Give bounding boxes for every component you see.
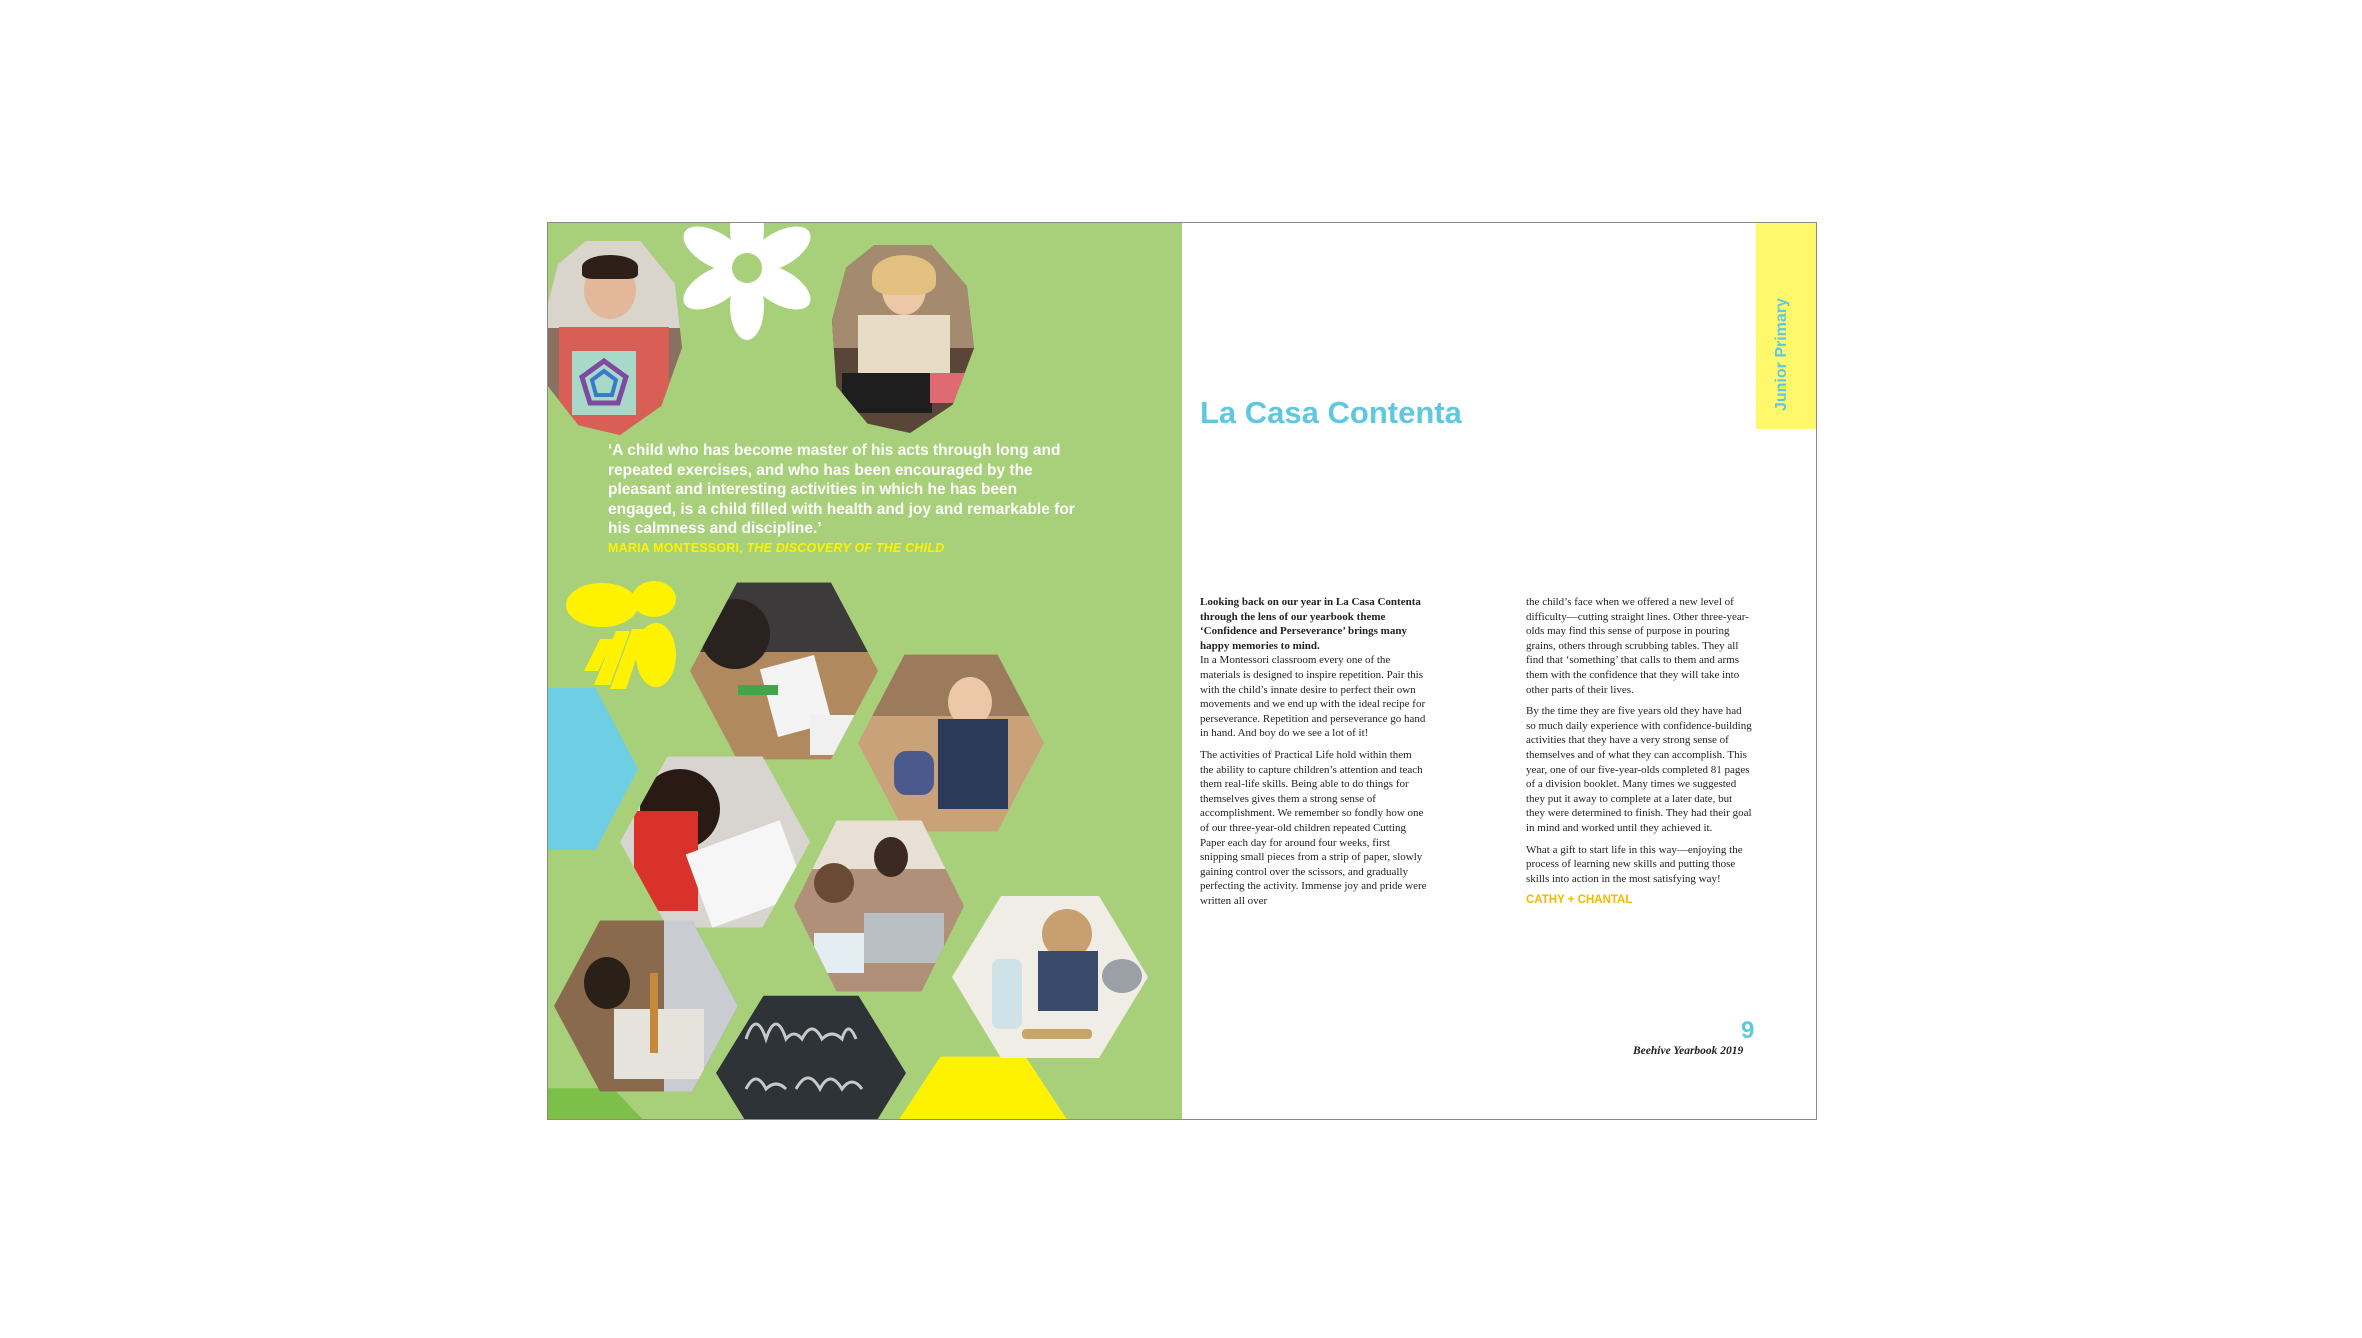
photo-children-washing <box>794 813 964 999</box>
photo-child-at-abacus <box>554 913 738 1099</box>
article-paragraph: The activities of Practical Life hold within them the ability to capture children’s attention and teach them real-life skills. Being able to do things for themselves gives them a strong sense of accomplishment. We remember so fondly how one of our three-year-old children repeated Cutting Paper each day for around four weeks, first snipping small pieces from a strip of paper, slowly gaining control over the scissors, and gradually perfecting the activity. Immense joy and pride were written all over <box>1200 748 1427 907</box>
article-paragraph: the child’s face when we offered a new level of difficulty—cutting straight lines. Other three-year-olds may find this sense of purpose in pouring grains, others through scrubbing tables. They all find that ‘something’ that calls to them and arms them with the confidence that they will take into other parts of their lives. <box>1526 596 1749 696</box>
quote-author: MARIA MONTESSORI, <box>608 541 747 555</box>
article-column-1 <box>1200 595 1427 915</box>
photo-child-cutting-paper <box>690 575 878 767</box>
section-tab-label: Junior Primary <box>1773 298 1790 411</box>
page-number: 9 <box>1741 1017 1755 1044</box>
photo-girl-with-chalkboard <box>832 245 974 433</box>
page-footer: Beehive Yearbook 2019 <box>1633 1045 1744 1057</box>
left-page <box>548 223 1182 1119</box>
yellow-hexagon-decoration <box>898 1051 1068 1119</box>
article-paragraph: What a gift to start life in this way—enjoying the process of learning new skills and putting those skills into action in the most satisfying way! <box>1526 843 1743 885</box>
article-paragraph: In a Montessori classroom every one of the materials is designed to inspire repetition. Pair this with the child’s innate desire to perfect their own movements and we end up with the ideal recipe for perseverance. Repetition and perseverance go hand in hand. And boy do we see a lot of it! <box>1200 654 1426 740</box>
photo-boy-with-artwork <box>548 241 682 435</box>
quote-book-title: THE DISCOVERY OF THE CHILD <box>746 541 945 555</box>
photo-child-writing <box>620 749 810 935</box>
photo-boy-pouring-water <box>952 889 1148 1065</box>
quote-attribution <box>608 541 944 555</box>
article-signature: CATHY + CHANTAL <box>1526 894 1633 907</box>
flower-decoration <box>666 223 828 363</box>
bee-icon <box>564 575 690 695</box>
page-title: La Casa Contenta <box>1200 395 1462 430</box>
article-lead: Looking back on our year in La Casa Contenta through the lens of our yearbook theme ‘Confidence and Perseverance’ brings many happy memories to mind. <box>1200 596 1421 652</box>
photo-chalkboard-date <box>716 989 906 1119</box>
cyan-hexagon-decoration <box>548 681 638 857</box>
article-column-2 <box>1526 595 1753 908</box>
yearbook-spread <box>547 222 1817 1120</box>
montessori-quote: ‘A child who has become master of his acts through long and repeated exercises, and who has been encouraged by the pleasant and interesting activities in which he has been engaged, is a child filled with health and joy and remarkable for his calmness and discipline.’ <box>608 442 1075 537</box>
article-paragraph: By the time they are five years old they have had so much daily experience with confidence-building activities that they have a very strong sense of themselves and of what they can accomplish. This year, one of our five-year-olds completed 81 pages of a division booklet. Many times we suggested they put it away to complete at a later date, but they were determined to finish. They had their goal in mind and worked until they achieved it. <box>1526 705 1752 834</box>
photo-child-pouring <box>858 647 1044 839</box>
